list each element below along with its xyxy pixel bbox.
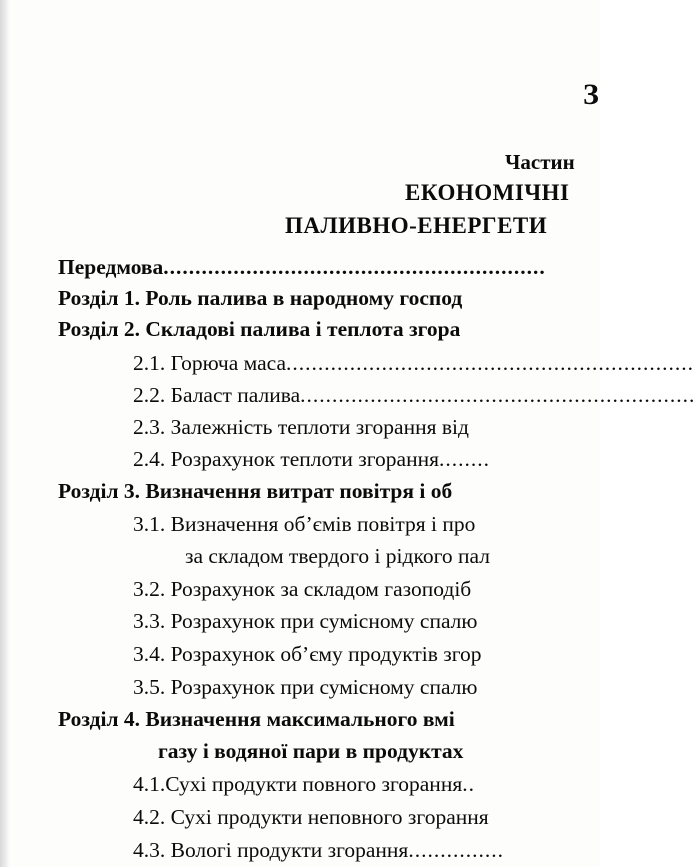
toc-entry-4-1[interactable]: 4.1.Сухі продукти повного згорання.. <box>133 772 475 796</box>
toc-entry-chapter-2[interactable]: Розділ 2. Складові палива і теплота згора <box>58 317 461 341</box>
section-number: З <box>583 78 599 111</box>
toc-entry-2-2[interactable]: 2.2. Баласт палива.............................................................. <box>133 383 695 407</box>
toc-entry-4-2[interactable]: 4.2. Сухі продукти неповного згорання <box>133 805 489 829</box>
toc-entry-3-1[interactable]: 3.1. Визначення об’ємів повітря і про <box>133 512 476 536</box>
heading-title-line-1: ЕКОНОМІЧНІ <box>405 180 570 205</box>
toc-entry-3-2[interactable]: 3.2. Розрахунок за складом газоподіб <box>133 577 472 601</box>
heading-title-line-2: ПАЛИВНО-ЕНЕРГЕТИ <box>285 213 548 238</box>
toc-entry-chapter-4-continued[interactable]: газу і водяної пари в продуктах <box>158 739 464 763</box>
toc-entry-chapter-4[interactable]: Розділ 4. Визначення максимального вмі <box>58 707 455 731</box>
toc-entry-3-4[interactable]: 3.4. Розрахунок об’єму продуктів згор <box>133 642 482 666</box>
toc-entry-chapter-1[interactable]: Розділ 1. Роль палива в народному господ <box>58 286 463 310</box>
toc-entry-3-1-continued[interactable]: за складом твердого і рідкого пал <box>185 544 490 568</box>
toc-entry-3-5[interactable]: 3.5. Розрахунок при сумісному спалю <box>133 675 478 699</box>
page-edge-shadow <box>0 0 10 867</box>
toc-entry-2-4[interactable]: 2.4. Розрахунок теплоти згорання........ <box>133 447 490 471</box>
toc-entry-preface[interactable]: Передмова............................................................ <box>58 255 546 279</box>
toc-entry-2-3[interactable]: 2.3. Залежність теплоти згорання від <box>133 415 469 439</box>
heading-part: Частин <box>505 150 575 174</box>
toc-entry-4-3[interactable]: 4.3. Вологі продукти згорання............... <box>133 838 504 862</box>
toc-entry-2-1[interactable]: 2.1. Горюча маса................................................................ <box>133 351 694 375</box>
toc-entry-3-3[interactable]: 3.3. Розрахунок при сумісному спалю <box>133 609 478 633</box>
toc-entry-chapter-3[interactable]: Розділ 3. Визначення витрат повітря і об <box>58 479 453 503</box>
